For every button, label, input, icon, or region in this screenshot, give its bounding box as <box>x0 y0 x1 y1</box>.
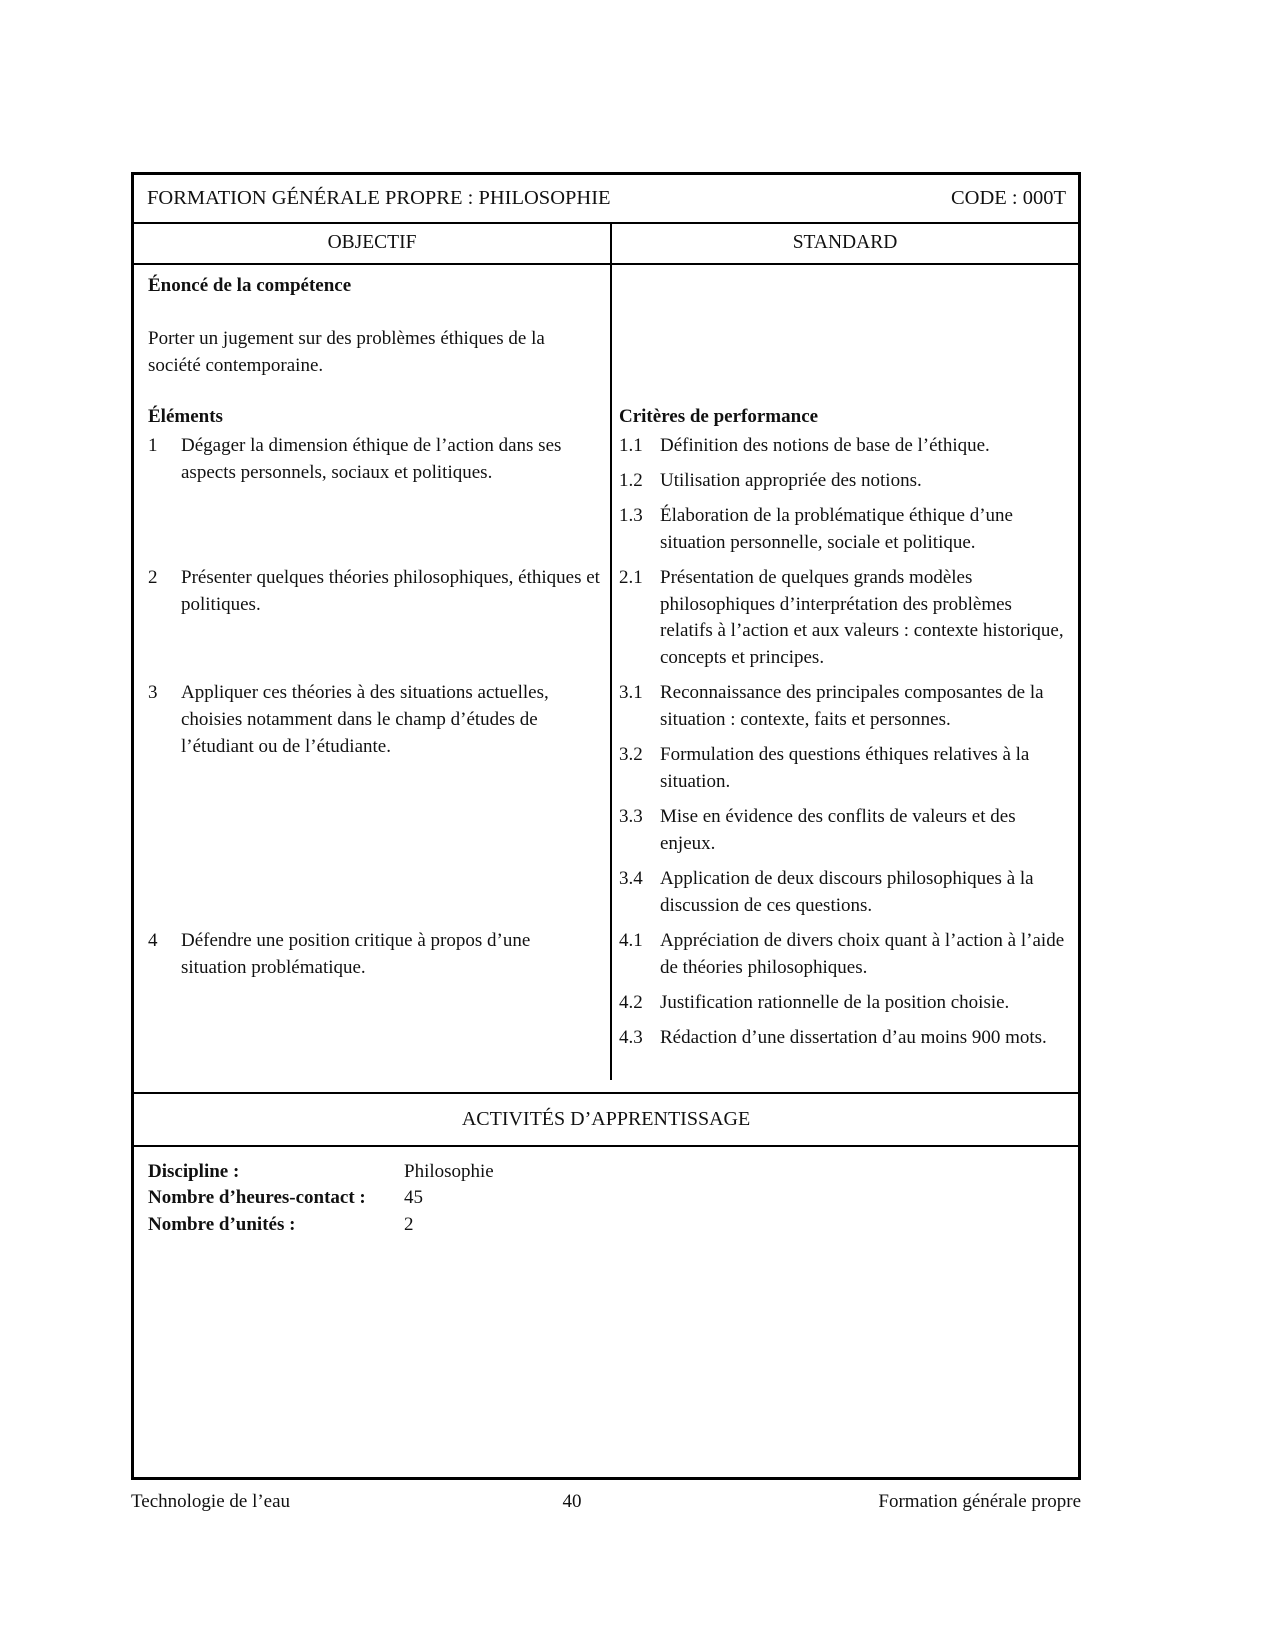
list-item <box>619 433 1068 460</box>
item-number: 1.3 <box>619 504 643 526</box>
criteria-group-1 <box>612 433 1078 565</box>
element-1-cell <box>134 433 612 565</box>
item-text: Appréciation de divers choix quant à l’action à l’aide de théories philosophiques. <box>660 930 1065 979</box>
item-text: Reconnaissance des principales composantes de la situation : contexte, faits et personnes. <box>660 682 1044 731</box>
list-item <box>148 928 600 982</box>
list-item <box>619 990 1068 1017</box>
item-text: Justification rationnelle de la position choisie. <box>660 992 1010 1014</box>
item-number: 1.1 <box>619 434 643 456</box>
criteria-group-3 <box>612 680 1078 928</box>
course-code: CODE : 000T <box>950 187 1066 209</box>
page-number: 40 <box>562 1491 582 1512</box>
detail-label: Discipline : <box>148 1161 240 1183</box>
detail-label: Nombre d’heures-contact : <box>148 1187 366 1209</box>
list-item <box>619 928 1068 982</box>
list-item <box>148 565 600 619</box>
details-section <box>134 1147 1078 1477</box>
detail-value: Philosophie <box>404 1161 494 1183</box>
column-header-objectif: OBJECTIF <box>134 224 612 263</box>
detail-heures-contact <box>148 1185 1068 1211</box>
item-number: 1 <box>148 434 158 456</box>
item-number: 3 <box>148 682 158 704</box>
list-item <box>619 503 1068 557</box>
item-text: Dégager la dimension éthique de l’action dans ses aspects personnels, sociaux et politiques. <box>181 434 562 483</box>
item-number: 3.2 <box>619 744 643 766</box>
item-number: 4.1 <box>619 930 643 952</box>
list-item <box>619 866 1068 920</box>
item-number: 3.1 <box>619 682 643 704</box>
criteres-heading: Critères de performance <box>619 405 819 427</box>
item-number: 3.3 <box>619 806 643 828</box>
item-text: Défendre une position critique à propos d’une situation problématique. <box>181 930 531 979</box>
list-item <box>619 742 1068 796</box>
item-text: Rédaction d’une dissertation d’au moins 900 mots. <box>660 1027 1047 1049</box>
enonce-cell <box>134 265 612 392</box>
list-item <box>619 1025 1068 1052</box>
elements-heading: Éléments <box>134 392 612 433</box>
course-outline-table <box>131 172 1081 1480</box>
element-4-cell <box>134 928 612 1080</box>
list-item <box>148 680 600 761</box>
item-number: 2.1 <box>619 566 643 588</box>
item-number: 4.2 <box>619 992 643 1014</box>
element-2-cell <box>134 565 612 681</box>
column-header-standard: STANDARD <box>792 232 898 254</box>
list-item <box>619 468 1068 495</box>
detail-discipline <box>148 1159 1068 1185</box>
item-text: Présentation de quelques grands modèles philosophiques d’interprétation des problèmes relatifs à l’action et aux valeurs : contexte historique, concepts et principes. <box>660 566 1064 669</box>
item-number: 4 <box>148 930 158 952</box>
element-3-cell <box>134 680 612 928</box>
list-item <box>619 804 1068 858</box>
standard-empty-cell <box>612 265 1078 392</box>
item-number: 1.2 <box>619 469 643 491</box>
column-header-row <box>134 224 1078 265</box>
item-number: 2 <box>148 566 158 588</box>
item-text: Présenter quelques théories philosophiques, éthiques et politiques. <box>181 566 600 615</box>
detail-label: Nombre d’unités : <box>148 1213 296 1235</box>
detail-value: 45 <box>404 1187 423 1209</box>
detail-value: 2 <box>404 1213 414 1235</box>
item-text: Utilisation appropriée des notions. <box>660 469 922 491</box>
item-text: Mise en évidence des conflits de valeurs et des enjeux. <box>660 806 1016 855</box>
item-text: Application de deux discours philosophiques à la discussion de ces questions. <box>660 868 1034 917</box>
list-item <box>148 433 600 487</box>
item-number: 4.3 <box>619 1027 643 1049</box>
detail-unites <box>148 1212 1068 1238</box>
page-footer <box>131 1478 1081 1516</box>
footer-program-name: Technologie de l’eau <box>131 1491 291 1512</box>
activities-banner: ACTIVITÉS D’APPRENTISSAGE <box>134 1094 1078 1147</box>
item-text: Définition des notions de base de l’éthique. <box>660 434 990 456</box>
item-text: Élaboration de la problématique éthique d’une situation personnelle, sociale et politique. <box>660 504 1013 553</box>
criteria-group-2 <box>612 565 1078 681</box>
enonce-title: Énoncé de la compétence <box>148 274 352 296</box>
item-number: 3.4 <box>619 868 643 890</box>
item-text: Appliquer ces théories à des situations actuelles, choisies notamment dans le champ d’études de l’étudiant ou de l’étudiante. <box>181 682 549 758</box>
item-text: Formulation des questions éthiques relatives à la situation. <box>660 744 1030 793</box>
enonce-text: Porter un jugement sur des problèmes éthiques de la société contemporaine. <box>148 327 545 376</box>
program-title: FORMATION GÉNÉRALE PROPRE : PHILOSOPHIE <box>147 187 611 209</box>
list-item <box>619 680 1068 734</box>
table-title-row <box>134 175 1078 224</box>
objectif-standard-body <box>134 265 1078 1094</box>
criteria-group-4 <box>612 928 1078 1080</box>
footer-section-name: Formation générale propre <box>878 1491 1081 1512</box>
list-item <box>619 565 1068 673</box>
